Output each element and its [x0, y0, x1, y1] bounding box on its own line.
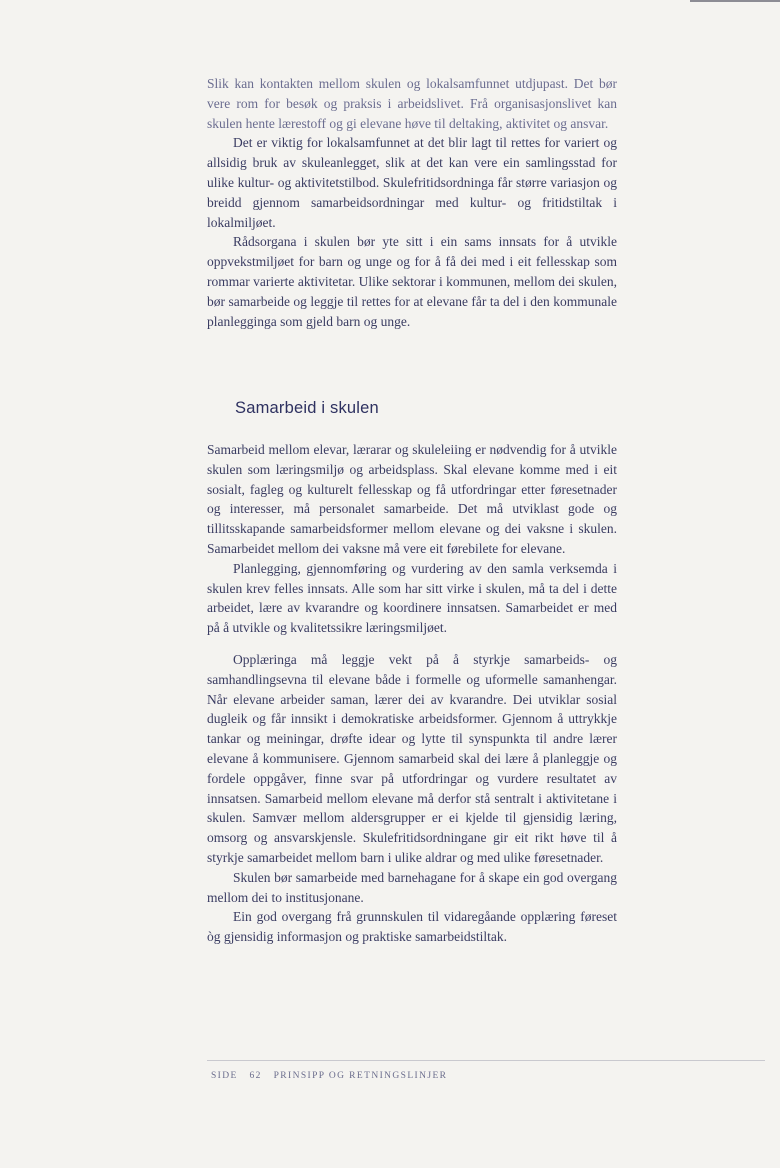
footer-page-number: 62 [249, 1071, 262, 1081]
paragraph-council-bodies: Rådsorgana i skulen bør yte sitt i ein sams innsats for å utvikle oppvekstmiljøet for barn og unge og for å få dei med i eit fellesskap som rommar varierte aktivitetar. Ulike sektorar i kommunen, mellom dei skulen, bør samarbeide og leggje til rettes for at elevane får ta del i den kommunale planlegginga som gjeld barn og unge. [207, 234, 617, 329]
section-text-block [207, 440, 617, 947]
footer-title: PRINSIPP OG RETNINGSLINJER [273, 1071, 448, 1081]
page-footer [211, 1071, 455, 1081]
top-edge-rule [690, 0, 780, 2]
paragraph-local-community-contact: Slik kan kontakten mellom skulen og lokalsamfunnet utdjupast. Det bør vere rom for besøk og praksis i arbeidslivet. Frå organisasjonslivet kan skulen hente lærestoff og gi elevane høve til deltaking, aktivitet og ansvar. [207, 76, 617, 131]
intro-text-block [207, 74, 617, 331]
paragraph-pupil-cooperation: Opplæringa må leggje vekt på å styrkje samarbeids- og samhandlingsevna til elevane både i formelle og uformelle samanhengar. Når elevane arbeider saman, lærer dei av kvarandre. Dei utviklar sosial dugleik og får innsikt i demokratiske arbeidsformer. Gjennom å uttrykkje tankar og meiningar, drøfte idear og lytte til synspunkta til andre lærer elevane å kommunisere. Gjennom samarbeid skal dei lære å planleggje og fordele oppgåver, finne svar på utfordringar og vurdere resultatet av innsatsen. Samarbeid mellom elevane må derfor stå sentralt i aktivitetane i skulen. Samvær mellom aldersgrupper er ei kjelde til gjensidig læring, omsorg og ansvarskjensle. Skulefritidsordningane gir eit rikt høve til å styrkje samarbeidet mellom barn i ulike aldrar og med ulike føresetnader. [207, 651, 617, 865]
footer-side-label: SIDE [211, 1071, 238, 1081]
paragraph-upper-secondary: Ein god overgang frå grunnskulen til vidaregåande opplæring føreset òg gjensidig informasjon og praktiske samarbeidstiltak. [207, 909, 617, 945]
paragraph-kindergarten: Skulen bør samarbeide med barnehagane for å skape ein god overgang mellom dei to institusjonane. [207, 869, 617, 905]
section-heading: Samarbeid i skulen [235, 399, 379, 417]
paragraph-planning: Planlegging, gjennomføring og vurdering av den samla verksemda i skulen krev felles innsats. Alle som har sitt virke i skulen, må ta del i dette arbeidet, lære av kvarandre og koordinere innsatsen. Samarbeidet er med på å utvikle og kvalitetssikre læringsmiljøet. [207, 560, 617, 636]
paragraph-cooperation-intro: Samarbeid mellom elevar, lærarar og skuleleiing er nødvendig for å utvikle skulen som læringsmiljø og arbeidsplass. Skal elevane komme med i eit sosialt, fagleg og kulturelt fellesskap og få utfordringar etter føresetnader og interesser, må personalet samarbeide. Det må utviklast gode og tillitsskapande samarbeidsformer mellom elevane og dei vaksne i skulen. Samarbeidet mellom dei vaksne må vere eit førebilete for elevane. [207, 442, 617, 556]
paragraph-school-facilities: Det er viktig for lokalsamfunnet at det blir lagt til rettes for variert og allsidig bruk av skuleanlegget, slik at det kan vere ein samlingsstad for ulike kultur- og aktivitetstilbod. Skulefritidsordninga får større variasjon og breidd gjennom samarbeidsordningar med kultur- og fritidstiltak i lokalmiljøet. [207, 135, 617, 230]
footer-divider [207, 1060, 765, 1061]
